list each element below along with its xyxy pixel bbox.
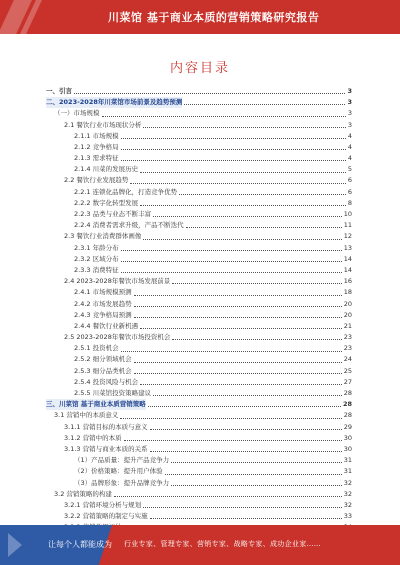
toc-leader-dots xyxy=(153,395,342,396)
toc-entry-page: 11 xyxy=(343,221,352,230)
header-bar xyxy=(0,0,400,34)
toc-entry-page: 6 xyxy=(347,187,352,196)
toc-leader-dots xyxy=(102,116,346,117)
toc-entry-label: 三、川菜馆 基于商业本质营销策略 xyxy=(46,399,146,410)
toc-leader-dots xyxy=(140,205,346,206)
toc-entry[interactable] xyxy=(46,120,352,131)
toc-entry[interactable] xyxy=(46,131,352,142)
toc-entry-label: 3.1.1 营销目标的本质与意义 xyxy=(64,422,148,431)
toc-entry-page: 20 xyxy=(343,299,352,308)
toc-entry[interactable] xyxy=(46,343,352,354)
toc-entry[interactable] xyxy=(46,276,352,287)
toc-entry-page: 13 xyxy=(343,243,352,252)
toc-entry-label: 2.4.2 市场发展趋势 xyxy=(74,299,132,308)
toc-entry[interactable] xyxy=(46,176,352,187)
toc-entry-page: 6 xyxy=(347,176,352,185)
toc-entry-label: 2.4.3 竞争格局预测 xyxy=(74,310,132,319)
toc-leader-dots xyxy=(114,496,342,497)
toc-leader-dots xyxy=(150,518,342,519)
toc-entry-label: 2.4 2023-2028年餐饮市场发展前景 xyxy=(64,277,171,286)
toc-entry-label: 2.5 2023-2028年餐饮市场投资机会 xyxy=(64,333,171,342)
toc-leader-dots xyxy=(134,317,342,318)
toc-entry-label: 2.5.1 投资机会 xyxy=(74,344,119,353)
toc-entry-label: 2.2.1 连锁化品牌化，打造竞争优势 xyxy=(74,187,178,196)
toc-entry-label: 2.2.3 品类与业态不断丰富 xyxy=(74,210,152,219)
toc-entry[interactable] xyxy=(46,287,352,298)
toc-entry-page: 8 xyxy=(347,198,352,207)
toc-leader-dots xyxy=(179,194,346,195)
toc-entry-page: 31 xyxy=(343,467,352,476)
toc-entry-page: 21 xyxy=(343,321,352,330)
toc-entry[interactable] xyxy=(46,444,352,455)
toc-entry-label: 2.5.2 细分领域机会 xyxy=(74,355,132,364)
toc-entry[interactable] xyxy=(46,254,352,265)
toc-entry[interactable] xyxy=(46,142,352,153)
toc-entry[interactable] xyxy=(46,332,352,343)
toc-entry-page: 5 xyxy=(347,165,352,174)
toc-leader-dots xyxy=(120,418,341,419)
toc-entry-page: 31 xyxy=(343,456,352,465)
table-of-contents xyxy=(46,86,352,534)
toc-entry[interactable] xyxy=(46,489,352,500)
toc-entry[interactable] xyxy=(46,209,352,220)
toc-leader-dots xyxy=(186,227,342,228)
toc-leader-dots xyxy=(121,351,342,352)
toc-entry[interactable] xyxy=(46,243,352,254)
toc-entry-page: 28 xyxy=(343,389,352,398)
toc-entry-label: （一）市场规模 xyxy=(54,109,100,118)
toc-leader-dots xyxy=(171,485,342,486)
toc-entry[interactable] xyxy=(46,108,352,119)
toc-leader-dots xyxy=(148,406,341,407)
toc-entry[interactable] xyxy=(46,355,352,366)
footer-roles: 行业专家、管理专家、营销专家、战略专家、成功企业家…… xyxy=(124,540,322,548)
toc-entry-page: 3 xyxy=(347,86,352,95)
toc-entry[interactable] xyxy=(46,198,352,209)
toc-leader-dots xyxy=(121,250,342,251)
toc-entry[interactable] xyxy=(46,410,352,421)
toc-entry-page: 30 xyxy=(343,444,352,453)
toc-entry[interactable] xyxy=(46,153,352,164)
toc-entry-label: 2.1.4 川菜的发展历史 xyxy=(74,165,139,174)
toc-entry-label: 二、2023-2028年川菜馆市场前景及趋势预测 xyxy=(46,97,182,108)
toc-entry-page: 27 xyxy=(343,377,352,386)
toc-entry[interactable] xyxy=(46,366,352,377)
toc-entry-page: 33 xyxy=(343,512,352,521)
toc-entry[interactable] xyxy=(46,455,352,466)
toc-entry-label: 3.2 营销策略的构建 xyxy=(54,489,112,498)
toc-entry-label: 2.1.3 需求特征 xyxy=(74,154,119,163)
toc-leader-dots xyxy=(121,261,342,262)
toc-entry-page: 14 xyxy=(343,254,352,263)
toc-leader-dots xyxy=(74,93,345,94)
toc-leader-dots xyxy=(143,127,345,128)
toc-entry-label: 3.2.2 营销策略的制定与实施 xyxy=(64,512,148,521)
toc-entry[interactable] xyxy=(46,265,352,276)
footer-slogan: 让每个人都能成为 xyxy=(48,540,112,549)
toc-leader-dots xyxy=(143,239,341,240)
play-icon xyxy=(8,533,22,557)
toc-leader-dots xyxy=(172,339,341,340)
toc-entry[interactable] xyxy=(46,86,352,97)
toc-entry-label: 2.3.2 区域分布 xyxy=(74,254,119,263)
footer-bar xyxy=(0,525,400,565)
toc-entry-page: 3 xyxy=(347,109,352,118)
toc-entry-page: 32 xyxy=(343,500,352,509)
toc-leader-dots xyxy=(143,507,342,508)
toc-entry-label: （2）价格策略：提升用户体验 xyxy=(74,467,163,476)
toc-leader-dots xyxy=(134,373,342,374)
toc-entry-label: 2.5.5 川菜馆投资策略建议 xyxy=(74,389,152,398)
toc-entry-page: 32 xyxy=(343,489,352,498)
toc-entry-page: 4 xyxy=(347,131,352,140)
toc-leader-dots xyxy=(121,149,346,150)
toc-entry[interactable] xyxy=(46,478,352,489)
toc-entry-label: 2.1.2 竞争格局 xyxy=(74,142,119,151)
toc-entry-label: 3.1 营销中的本质意义 xyxy=(54,411,119,420)
toc-entry[interactable] xyxy=(46,97,352,108)
toc-entry[interactable] xyxy=(46,422,352,433)
toc-entry-page: 32 xyxy=(343,478,352,487)
toc-leader-dots xyxy=(150,451,342,452)
toc-leader-dots xyxy=(140,172,346,173)
toc-entry[interactable] xyxy=(46,299,352,310)
report-title: 川菜馆 基于商业本质的营销策略研究报告 xyxy=(108,11,320,24)
toc-entry-page: 14 xyxy=(343,265,352,274)
toc-leader-dots xyxy=(172,283,341,284)
toc-entry[interactable] xyxy=(46,433,352,444)
toc-entry-label: 3.1.3 营销与商业本质的关系 xyxy=(64,444,148,453)
toc-entry[interactable] xyxy=(46,164,352,175)
toc-entry-page: 28 xyxy=(342,400,352,409)
toc-leader-dots xyxy=(165,474,342,475)
toc-entry[interactable] xyxy=(46,399,352,410)
toc-entry[interactable] xyxy=(46,388,352,399)
toc-entry-page: 29 xyxy=(343,422,352,431)
toc-entry-page: 23 xyxy=(343,344,352,353)
toc-leader-dots xyxy=(134,362,342,363)
toc-leader-dots xyxy=(171,462,342,463)
toc-entry-page: 4 xyxy=(347,154,352,163)
toc-entry[interactable] xyxy=(46,310,352,321)
toc-entry[interactable] xyxy=(46,231,352,242)
toc-leader-dots xyxy=(121,160,346,161)
toc-entry[interactable] xyxy=(46,500,352,511)
toc-entry-label: 2.2 餐饮行业发展趋势 xyxy=(64,176,129,185)
toc-entry-page: 25 xyxy=(343,366,352,375)
toc-entry-page: 23 xyxy=(343,333,352,342)
toc-entry-page: 16 xyxy=(343,277,352,286)
toc-entry[interactable] xyxy=(46,466,352,477)
toc-leader-dots xyxy=(121,138,346,139)
toc-entry-page: 18 xyxy=(343,288,352,297)
toc-entry-label: 3.2.1 营销环境分析与规划 xyxy=(64,500,142,509)
toc-entry-label: 2.2.4 消费者需求升级，产品不断迭代 xyxy=(74,221,184,230)
toc-entry-label: 2.1.1 市场规模 xyxy=(74,131,119,140)
toc-entry[interactable] xyxy=(46,187,352,198)
toc-leader-dots xyxy=(130,183,345,184)
toc-leader-dots xyxy=(153,216,342,217)
toc-entry-label: 2.3.1 年龄分布 xyxy=(74,243,119,252)
toc-leader-dots xyxy=(121,272,342,273)
toc-entry-label: （1）产品质量：提升产品竞争力 xyxy=(74,456,170,465)
toc-entry-label: 一、引言 xyxy=(46,86,72,95)
toc-entry[interactable] xyxy=(46,321,352,332)
toc-entry-label: 2.3.3 消费特征 xyxy=(74,265,119,274)
toc-leader-dots xyxy=(140,384,342,385)
toc-entry[interactable] xyxy=(46,220,352,231)
toc-leader-dots xyxy=(184,104,345,105)
toc-entry-label: 2.3 餐饮行业消费群体画像 xyxy=(64,232,142,241)
toc-entry-page: 30 xyxy=(343,433,352,442)
toc-entry-label: 2.5.3 细分品类机会 xyxy=(74,366,132,375)
toc-entry-page: 20 xyxy=(343,310,352,319)
toc-entry-label: （3）品牌形象：提升品牌竞争力 xyxy=(74,478,170,487)
toc-entry-label: 2.1 餐饮行业市场现状分析 xyxy=(64,120,142,129)
toc-entry[interactable] xyxy=(46,377,352,388)
toc-leader-dots xyxy=(134,306,342,307)
toc-entry[interactable] xyxy=(46,511,352,522)
toc-leader-dots xyxy=(134,295,342,296)
toc-entry-page: 24 xyxy=(343,355,352,364)
toc-entry-label: 2.5.4 投资风险与机会 xyxy=(74,377,139,386)
toc-entry-page: 3 xyxy=(347,120,352,129)
toc-entry-label: 2.2.2 数字化转型发展 xyxy=(74,198,139,207)
toc-leader-dots xyxy=(124,440,342,441)
toc-entry-page: 4 xyxy=(347,142,352,151)
toc-entry-page: 28 xyxy=(343,411,352,420)
toc-entry-page: 3 xyxy=(347,98,352,107)
toc-entry-label: 2.4.1 市场规模预测 xyxy=(74,288,132,297)
toc-entry-page: 10 xyxy=(343,210,352,219)
toc-heading: 内容目录 xyxy=(169,61,230,76)
toc-entry-page: 12 xyxy=(343,232,352,241)
toc-entry-label: 2.4.4 餐饮行业新机遇 xyxy=(74,321,139,330)
toc-leader-dots xyxy=(140,328,342,329)
toc-entry-label: 3.1.2 营销中的本质 xyxy=(64,433,122,442)
toc-leader-dots xyxy=(150,429,342,430)
